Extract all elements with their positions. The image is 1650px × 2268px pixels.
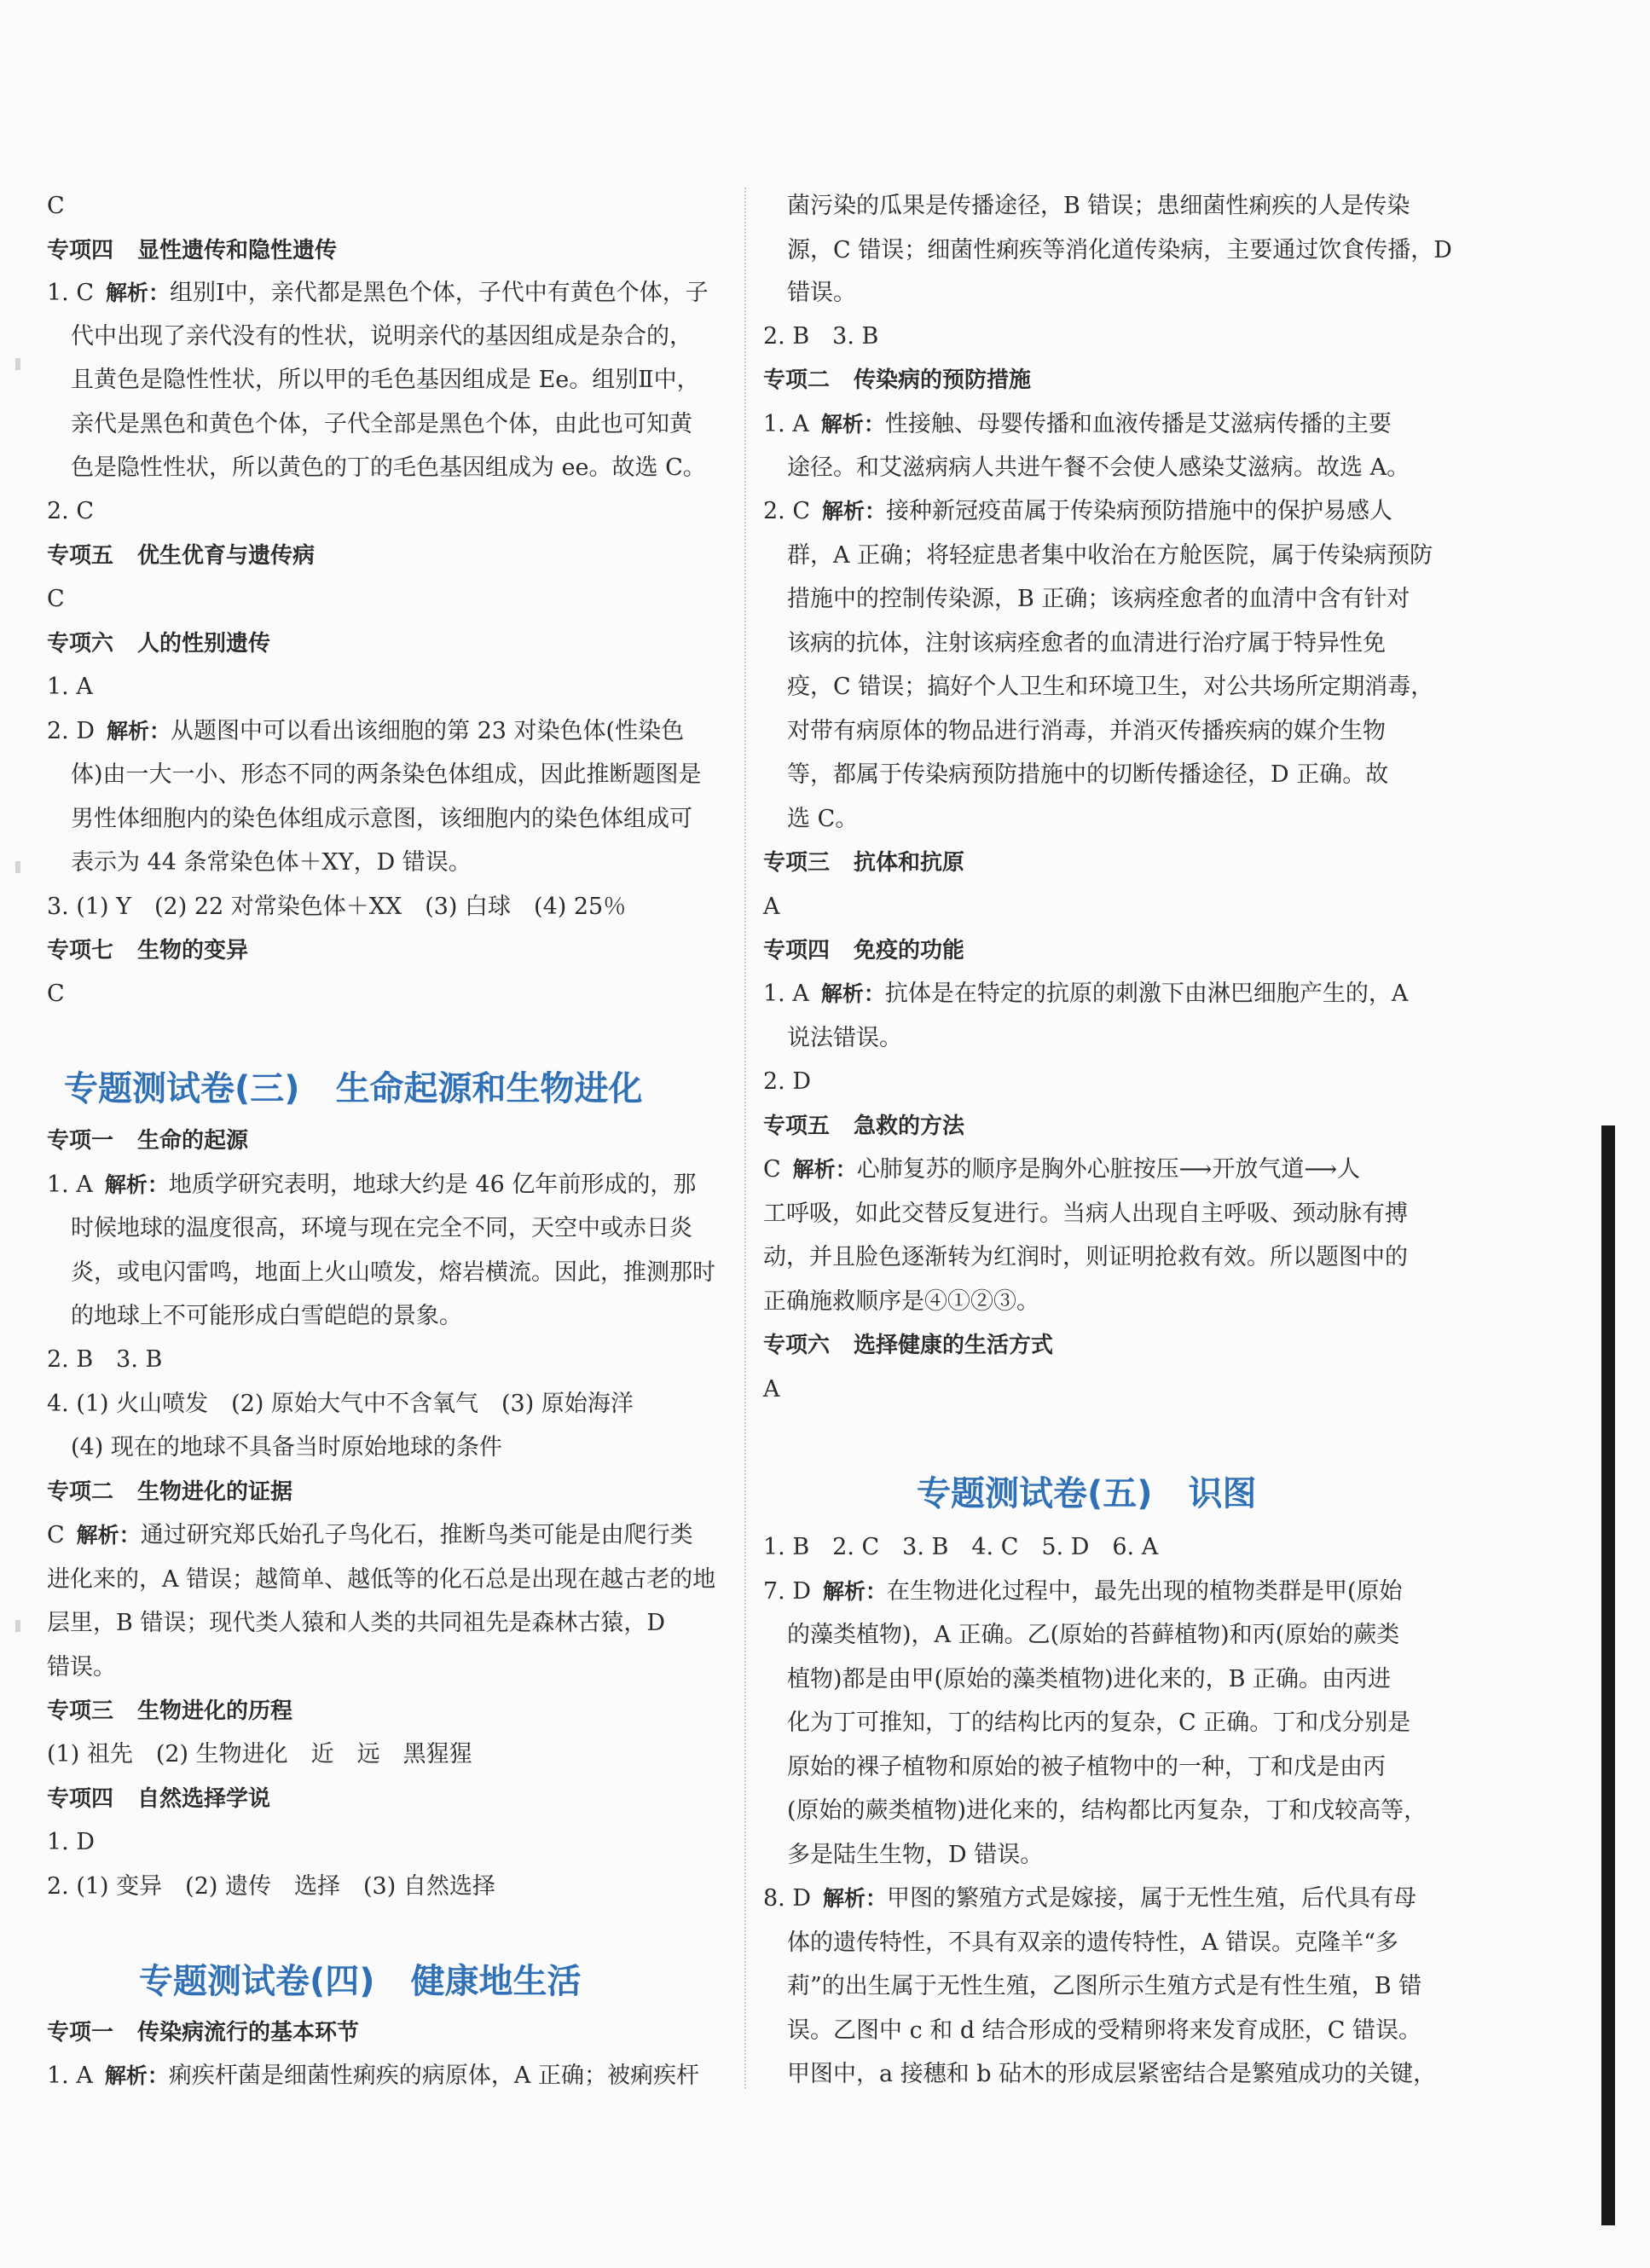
answer-line: C 解析：通过研究郑氏始孔子鸟化石，推断鸟类可能是由爬行类: [47, 1522, 693, 1548]
answer-line: 等，都属于传染病预防措施中的切断传播途径，D 正确。故: [787, 761, 1389, 788]
answer-line: 说法错误。: [787, 1025, 902, 1051]
test-title: 专题测试卷(三) 生命起源和生物进化: [64, 1069, 643, 1108]
answer-line: 1. C 解析：组别Ⅰ中，亲代都是黑色个体，子代中有黄色个体，子: [47, 280, 709, 306]
answer-line: 化为丁可推知，丁的结构比丙的复杂，C 正确。丁和戊分别是: [787, 1710, 1411, 1736]
answer-line: 误。乙图中 c 和 d 结合形成的受精卵将来发育成胚，C 错误。: [787, 2017, 1421, 2044]
section-header: 专项四 免疫的功能: [763, 938, 965, 963]
margin-mark: [15, 861, 20, 873]
answer-line: 的地球上不可能形成白雪皑皑的景象。: [71, 1303, 462, 1329]
answer-line: 1. A 解析：痢疾杆菌是细菌性痢疾的病原体，A 正确；被痢疾杆: [47, 2063, 699, 2089]
answer-line: 途径。和艾滋病病人共进午餐不会使人感染艾滋病。故选 A。: [787, 454, 1410, 481]
answer-line: C: [47, 586, 65, 612]
answer-line: 2. B 3. B: [763, 323, 879, 350]
margin-mark: [15, 358, 20, 370]
section-header: 专项六 选择健康的生活方式: [763, 1333, 1054, 1358]
answer-line: 2. C: [47, 498, 95, 524]
answer-line: 工呼吸，如此交替反复进行。当病人出现自主呼吸、颈动脉有搏: [763, 1201, 1408, 1227]
section-header: 专项四 自然选择学说: [47, 1786, 271, 1812]
answer-line: C: [47, 193, 65, 219]
answer-line: 体的遗传特性，不具有双亲的遗传特性，A 错误。克隆羊“多: [787, 1930, 1398, 1956]
answer-line: 体)由一大一小、形态不同的两条染色体组成，因此推断题图是: [71, 761, 702, 788]
answer-line: 2. D 解析：从题图中可以看出该细胞的第 23 对染色体(性染色: [47, 718, 685, 744]
answer-line: 时候地球的温度很高，环境与现在完全不同，天空中或赤日炎: [71, 1215, 692, 1241]
scan-edge-shadow: [1601, 1125, 1615, 2225]
answer-line: 7. D 解析：在生物进化过程中，最先出现的植物类群是甲(原始: [763, 1578, 1403, 1605]
answer-line: 对带有病原体的物品进行消毒，并消灭传播疾病的媒介生物: [787, 718, 1386, 744]
answer-line: (1) 祖先 (2) 生物进化 近 远 黑猩猩: [47, 1741, 472, 1768]
answer-line: 色是隐性性状，所以黄色的丁的毛色基因组成为 ee。故选 C。: [71, 454, 706, 481]
answer-line: 表示为 44 条常染色体＋XY，D 错误。: [71, 849, 472, 876]
answer-line: 该病的抗体，注射该病痊愈者的血清进行治疗属于特异性免: [787, 630, 1386, 657]
answer-line: 措施中的控制传染源，B 正确；该病痊愈者的血清中含有针对: [787, 586, 1410, 612]
answer-line: 菌污染的瓜果是传播途径，B 错误；患细菌性痢疾的人是传染: [787, 193, 1410, 219]
answer-line: (原始的蕨类植物)进化来的，结构都比丙复杂，丁和戊较高等，: [787, 1797, 1427, 1824]
answer-line: 动，并且脸色逐渐转为红润时，则证明抢救有效。所以题图中的: [763, 1244, 1408, 1270]
answer-line: 1. A 解析：性接触、母婴传播和血液传播是艾滋病传播的主要: [763, 411, 1392, 437]
answer-line: 正确施救顺序是④①②③。: [763, 1288, 1039, 1315]
answer-line: 8. D 解析：甲图的繁殖方式是嫁接，属于无性生殖，后代具有母: [763, 1885, 1417, 1912]
answer-line: 错误。: [47, 1654, 116, 1681]
test-title: 专题测试卷(四) 健康地生活: [139, 1962, 582, 2001]
answer-line: 代中出现了亲代没有的性状，说明亲代的基因组成是杂合的，: [71, 323, 692, 350]
section-header: 专项七 生物的变异: [47, 938, 249, 963]
section-header: 专项三 生物进化的历程: [47, 1698, 293, 1724]
section-header: 专项五 优生优育与遗传病: [47, 543, 316, 569]
answer-line: A: [763, 894, 780, 920]
answer-line: A: [763, 1376, 780, 1403]
section-header: 专项三 抗体和抗原: [763, 850, 965, 876]
answer-line: 且黄色是隐性性状，所以甲的毛色基因组成是 Ee。组别Ⅱ中，: [71, 367, 700, 393]
answer-line: 炎，或电闪雷鸣，地面上火山喷发，熔岩横流。因此，推测那时: [71, 1259, 715, 1286]
answer-line: 莉”的出生属于无性生殖，乙图所示生殖方式是有性生殖，B 错: [787, 1973, 1422, 1999]
margin-mark: [15, 1620, 20, 1632]
answer-line: (4) 现在的地球不具备当时原始地球的条件: [71, 1434, 502, 1461]
answer-line: 1. B 2. C 3. B 4. C 5. D 6. A: [763, 1534, 1159, 1560]
answer-line: 群，A 正确；将轻症患者集中收治在方舱医院，属于传染病预防: [787, 542, 1433, 569]
answer-line: 错误。: [787, 280, 856, 306]
test-title: 专题测试卷(五) 识图: [917, 1474, 1257, 1513]
answer-line: 2. C 解析：接种新冠疫苗属于传染病预防措施中的保护易感人: [763, 498, 1393, 524]
section-header: 专项二 传染病的预防措施: [763, 367, 1032, 393]
answer-line: C: [47, 981, 65, 1007]
answer-line: 2. B 3. B: [47, 1346, 163, 1373]
answer-line: 进化来的，A 错误；越简单、越低等的化石总是出现在越古老的地: [47, 1566, 716, 1593]
answer-line: 多是陆生生物，D 错误。: [787, 1842, 1044, 1868]
answer-line: 层里，B 错误；现代类人猿和人类的共同祖先是森林古猿，D: [47, 1610, 666, 1636]
answer-line: 1. A: [47, 674, 93, 700]
answer-line: C 解析：心肺复苏的顺序是胸外心脏按压⟶开放气道⟶人: [763, 1156, 1361, 1183]
answer-line: 选 C。: [787, 806, 859, 832]
answer-line: 源，C 错误；细菌性痢疾等消化道传染病，主要通过饮食传播，D: [787, 237, 1452, 263]
answer-line: 疫，C 错误；搞好个人卫生和环境卫生，对公共场所定期消毒，: [787, 674, 1434, 700]
answer-line: 2. (1) 变异 (2) 遗传 选择 (3) 自然选择: [47, 1873, 495, 1900]
answer-line: 1. D: [47, 1829, 95, 1855]
answer-line: 植物)都是由甲(原始的藻类植物)进化来的，B 正确。由丙进: [787, 1666, 1392, 1692]
answer-line: 3. (1) Y (2) 22 对常染色体＋XX (3) 白球 (4) 25％: [47, 894, 627, 920]
answer-line: 1. A 解析：地质学研究表明，地球大约是 46 亿年前形成的，那: [47, 1172, 697, 1198]
answer-line: 2. D: [763, 1068, 811, 1095]
section-header: 专项六 人的性别遗传: [47, 631, 271, 657]
column-divider: [744, 188, 746, 2089]
answer-line: 男性体细胞内的染色体组成示意图，该细胞内的染色体组成可: [71, 806, 692, 832]
answer-line: 的藻类植物)，A 正确。乙(原始的苔藓植物)和丙(原始的蕨类: [787, 1622, 1400, 1648]
section-header: 专项一 生命的起源: [47, 1128, 249, 1154]
answer-line: 4. (1) 火山喷发 (2) 原始大气中不含氧气 (3) 原始海洋: [47, 1391, 634, 1417]
section-header: 专项二 生物进化的证据: [47, 1479, 293, 1505]
section-header: 专项四 显性遗传和隐性遗传: [47, 238, 338, 263]
answer-line: 甲图中，a 接穗和 b 砧木的形成层紧密结合是繁殖成功的关键，: [787, 2061, 1437, 2087]
answer-line: 1. A 解析：抗体是在特定的抗原的刺激下由淋巴细胞产生的，A: [763, 981, 1409, 1007]
answer-line: 原始的裸子植物和原始的被子植物中的一种，丁和戊是由丙: [787, 1754, 1386, 1780]
answer-line: 亲代是黑色和黄色个体，子代全部是黑色个体，由此也可知黄: [71, 411, 692, 437]
section-header: 专项五 急救的方法: [763, 1114, 965, 1139]
section-header: 专项一 传染病流行的基本环节: [47, 2020, 360, 2045]
